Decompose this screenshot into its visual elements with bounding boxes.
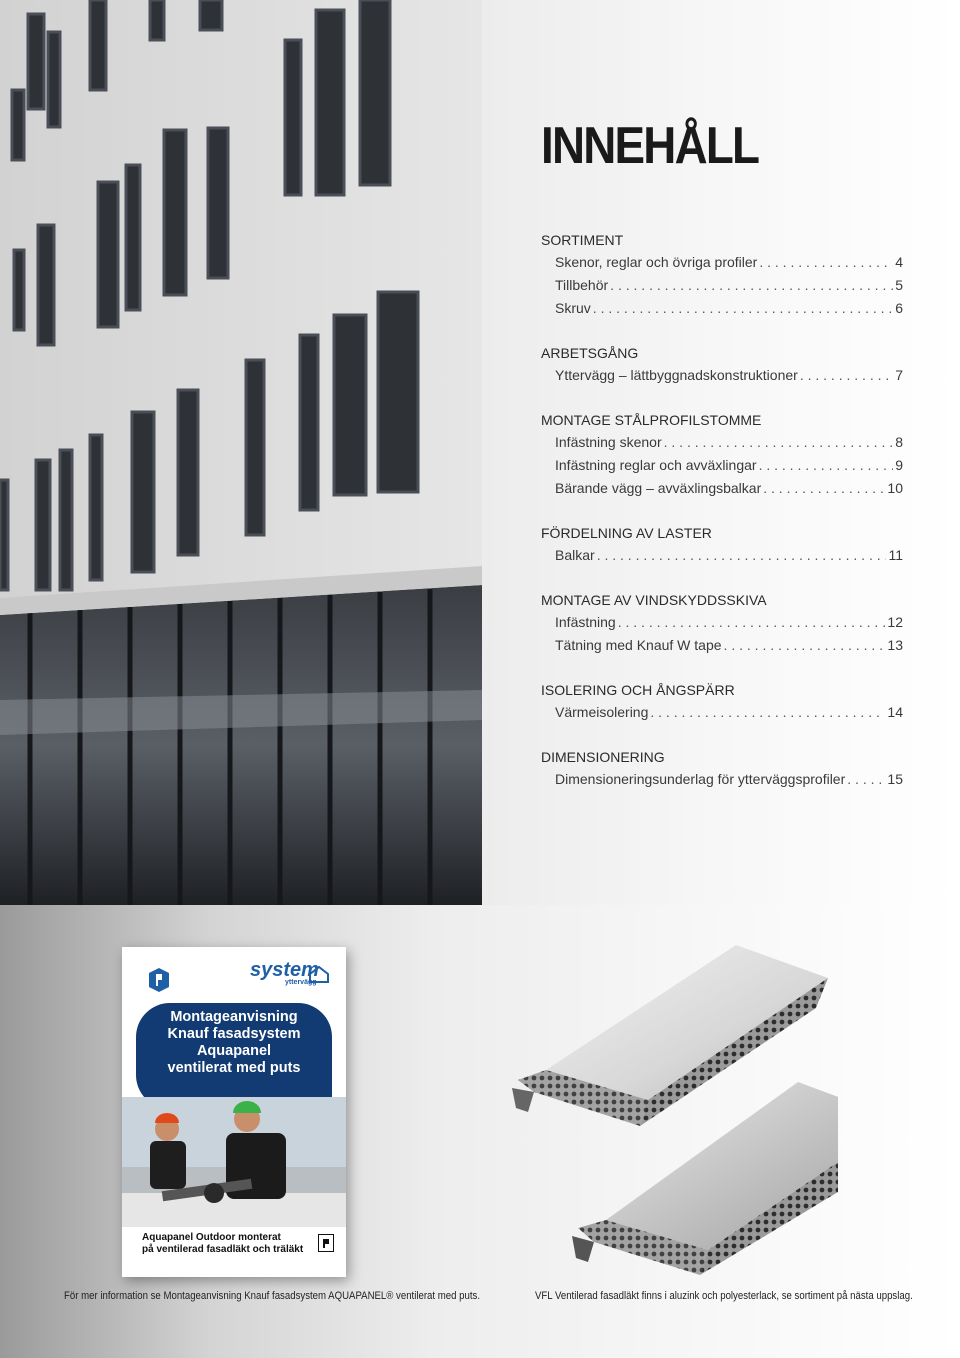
page-title: INNEHÅLL bbox=[541, 117, 759, 175]
toc-entry-page: 14 bbox=[887, 704, 903, 720]
toc-entry-page: 12 bbox=[887, 614, 903, 630]
brochure-title-line: Knauf fasadsystem bbox=[167, 1026, 301, 1042]
toc-section bbox=[541, 589, 903, 657]
toc-section bbox=[541, 746, 903, 791]
toc-entry-text: Balkar bbox=[555, 547, 595, 563]
toc-entry[interactable] bbox=[541, 768, 903, 791]
toc-section bbox=[541, 229, 903, 320]
toc-entry-page: 9 bbox=[895, 457, 903, 473]
toc-entry[interactable] bbox=[541, 611, 903, 634]
toc-section-heading: ARBETSGÅNG bbox=[541, 345, 639, 361]
brochure-cover[interactable] bbox=[122, 947, 346, 1277]
toc-entry-page: 15 bbox=[887, 771, 903, 787]
brochure-footer-line: på ventilerad fasadläkt och träläkt bbox=[142, 1244, 304, 1255]
toc-entry-page: 13 bbox=[887, 637, 903, 653]
leader-dots bbox=[763, 477, 885, 500]
toc-entry-text: Skenor, reglar och övriga profiler bbox=[555, 254, 758, 270]
toc-entry[interactable] bbox=[541, 634, 903, 657]
toc-entry-text: Infästning skenor bbox=[555, 434, 662, 450]
brochure-title-line: Aquapanel bbox=[196, 1043, 272, 1059]
brochure-footer-line: Aquapanel Outdoor monterat bbox=[142, 1232, 281, 1243]
toc-entry-text: Dimensioneringsunderlag för ytterväggsprofiler bbox=[555, 771, 846, 787]
toc-entry[interactable] bbox=[541, 297, 903, 320]
left-caption: För mer information se Montageanvisning Knauf fasadsystem AQUAPANEL® ventilerat med puts. bbox=[64, 1290, 481, 1302]
toc-section bbox=[541, 409, 903, 500]
toc-entry[interactable] bbox=[541, 364, 903, 387]
building-facade-photo bbox=[0, 0, 482, 905]
brochure-footer bbox=[142, 1232, 303, 1256]
toc-section bbox=[541, 522, 903, 567]
right-caption: VFL Ventilerad fasadläkt finns i aluzink och polyesterlack, se sortiment på nästa uppslag. bbox=[535, 1290, 913, 1302]
toc-entry[interactable] bbox=[541, 431, 903, 454]
leader-dots bbox=[724, 634, 886, 657]
toc-entry-page: 4 bbox=[895, 254, 903, 270]
toc-entry-text: Tätning med Knauf W tape bbox=[555, 637, 722, 653]
toc-entry[interactable] bbox=[541, 701, 903, 724]
leader-dots bbox=[759, 251, 893, 274]
leader-dots bbox=[664, 431, 894, 454]
toc-entry[interactable] bbox=[541, 477, 903, 500]
toc-entry-text: Bärande vägg – avväxlingsbalkar bbox=[555, 480, 762, 496]
brochure-brand: system bbox=[250, 959, 319, 981]
toc-section bbox=[541, 679, 903, 724]
toc-entry-page: 8 bbox=[895, 434, 903, 450]
toc-section-heading: FÖRDELNING AV LASTER bbox=[541, 525, 712, 541]
certification-badge-icon bbox=[318, 1234, 334, 1252]
leader-dots bbox=[759, 454, 894, 477]
toc-entry-text: Tillbehör bbox=[555, 277, 609, 293]
leader-dots bbox=[597, 544, 887, 567]
ventilation-rails-image bbox=[498, 930, 838, 1275]
toc-entry-text: Infästning reglar och avväxlingar bbox=[555, 457, 757, 473]
leader-dots bbox=[650, 701, 885, 724]
toc-entry-page: 5 bbox=[895, 277, 903, 293]
toc-entry[interactable] bbox=[541, 274, 903, 297]
brochure-brand-sub: yttervägg bbox=[285, 979, 317, 986]
house-icon bbox=[308, 965, 330, 983]
toc-entry-page: 11 bbox=[888, 547, 903, 563]
toc-section-heading: ISOLERING OCH ÅNGSPÄRR bbox=[541, 682, 735, 698]
toc-entry[interactable] bbox=[541, 544, 903, 567]
toc-section-heading: MONTAGE AV VINDSKYDDSSKIVA bbox=[541, 592, 767, 608]
workers-photo bbox=[122, 1097, 346, 1227]
toc-entry-page: 6 bbox=[895, 300, 903, 316]
leader-dots bbox=[847, 768, 885, 791]
leader-dots bbox=[618, 611, 886, 634]
toc-entry[interactable] bbox=[541, 251, 903, 274]
leader-dots bbox=[610, 274, 893, 297]
toc-entry-page: 10 bbox=[887, 480, 903, 496]
toc-section-heading: DIMENSIONERING bbox=[541, 749, 665, 765]
brochure-title bbox=[136, 1009, 332, 1077]
table-of-contents bbox=[541, 229, 903, 813]
toc-entry-page: 7 bbox=[895, 367, 903, 383]
toc-section bbox=[541, 342, 903, 387]
toc-entry[interactable] bbox=[541, 454, 903, 477]
toc-section-heading: MONTAGE STÅLPROFILSTOMME bbox=[541, 412, 762, 428]
leader-dots bbox=[800, 364, 893, 387]
toc-entry-text: Skruv bbox=[555, 300, 591, 316]
toc-section-heading: SORTIMENT bbox=[541, 232, 624, 248]
toc-entry-text: Yttervägg – lättbyggnadskonstruktioner bbox=[555, 367, 798, 383]
leader-dots bbox=[593, 297, 893, 320]
knauf-logo-icon bbox=[148, 967, 170, 993]
toc-entry-text: Värmeisolering bbox=[555, 704, 649, 720]
toc-entry-text: Infästning bbox=[555, 614, 616, 630]
brochure-title-line: Montageanvisning bbox=[170, 1009, 298, 1025]
brochure-title-line: ventilerat med puts bbox=[167, 1060, 301, 1076]
